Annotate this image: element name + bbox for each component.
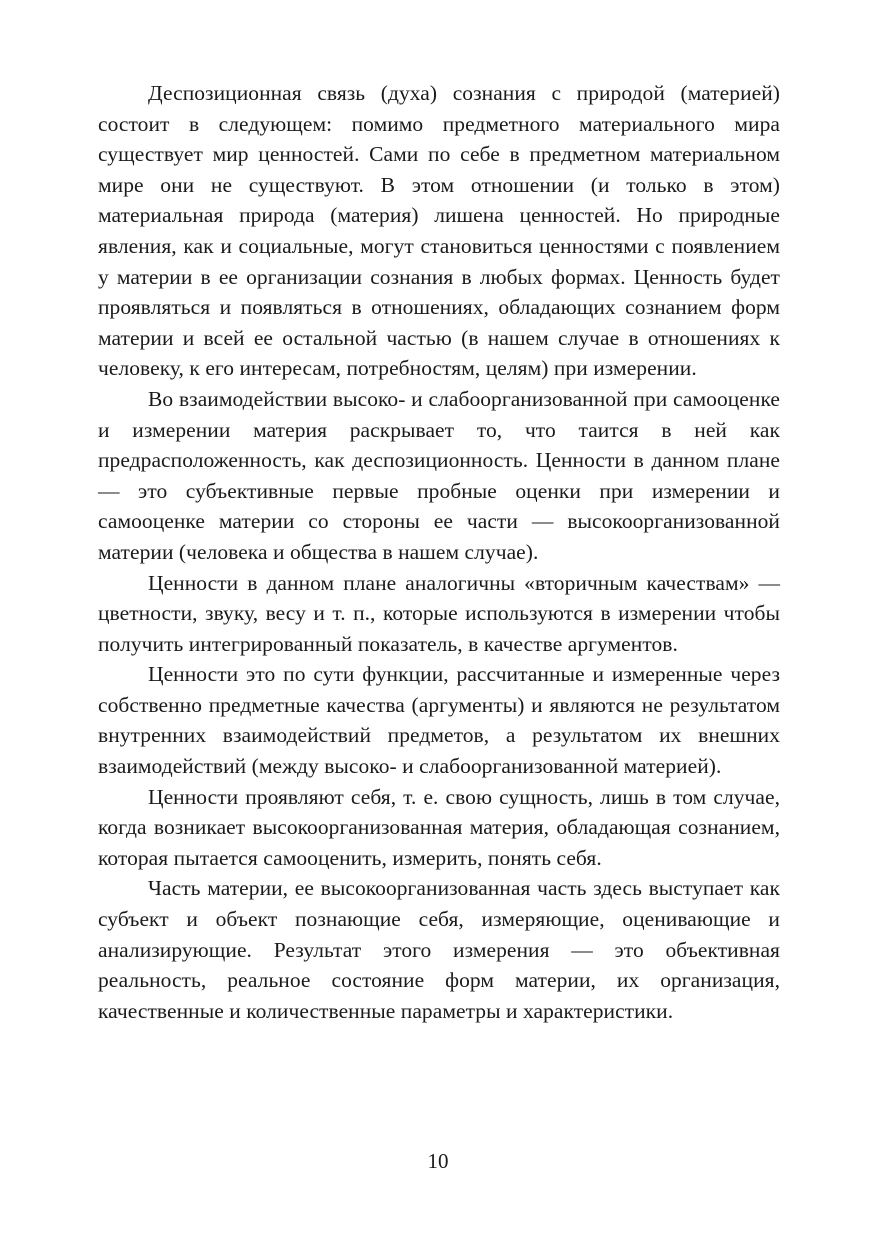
page-number: 10 [427,1149,449,1173]
paragraph-5: Ценности проявляют себя, т. е. свою сущность, лишь в том случае, когда возникает высокоорганизованная материя, обладающая сознанием, которая пытается самооценить, измерить, понять себя. [98,784,780,870]
paragraph-2: Во взаимодействии высоко- и слабоорганизованной при самооценке и измерении материя раскрывает то, что таится в ней как предрасположенность, как деспозиционность. Ценности в данном плане — это субъективные первые пробные оценки при измерении и самооценке материи со стороны ее части — высокоорганизованной материи (человека и общества в нашем случае). [98,386,780,564]
paragraph-3: Ценности в данном плане аналогичны «вторичным качествам» — цветности, звуку, весу и т. п., которые используются в измерении чтобы получить интегрированный показатель, в качестве аргументов. [98,570,780,656]
page-body [98,78,780,1026]
paragraph-1: Деспозиционная связь (духа) сознания с природой (материей) состоит в следующем: помимо предметного материального мира существует мир ценностей. Сами по себе в предметном материальном мире они не существуют. В этом отношении (и только в этом) материальная природа (материя) лишена ценностей. Но природные явления, как и социальные, могут становиться ценностями с появлением у материи в ее организации сознания в любых формах. Ценность будет проявляться и появляться в отношениях, обладающих сознанием форм материи и всей ее остальной частью (в нашем случае в отношениях к человеку, к его интересам, потребностям, целям) при измерении. [98,81,780,381]
paragraph-6: Часть материи, ее высокоорганизованная часть здесь выступает как субъект и объект познающие себя, измеряющие, оценивающие и анализирующие. Результат этого измерения — это объективная реальность, реальное состояние форм материи, их организация, качественные и количественные параметры и характеристики. [98,876,780,1023]
paragraph-4: Ценности это по сути функции, рассчитанные и измеренные через собственно предметные качества (аргументы) и являются не результатом внутренних взаимодействий предметов, а результатом их внешних взаимодействий (между высоко- и слабоорганизованной материей). [98,662,780,779]
